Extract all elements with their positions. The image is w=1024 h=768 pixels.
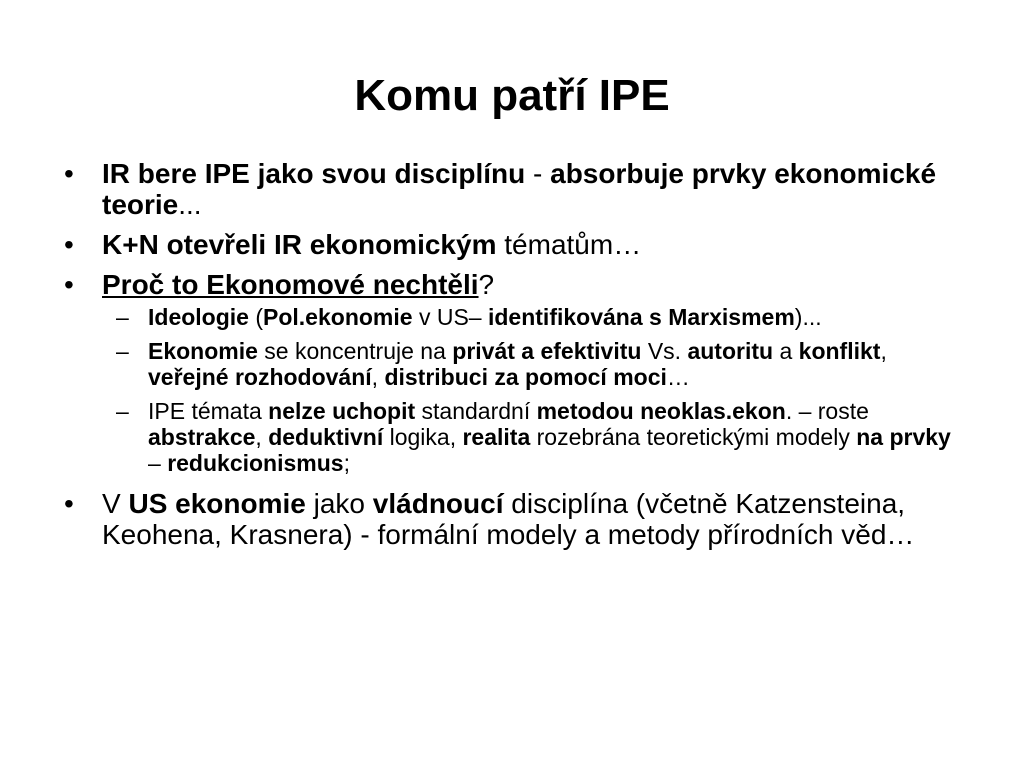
text: jako bbox=[305, 488, 373, 519]
text-bold-underlined: Proč to Ekonomové nechtěli bbox=[102, 269, 479, 300]
text-bold: Ideologie bbox=[148, 304, 249, 330]
bullet-marker: • bbox=[64, 229, 74, 260]
bullet-item-ir-discipline bbox=[64, 158, 964, 220]
bullet-marker: • bbox=[64, 158, 74, 189]
sub-item-economics bbox=[110, 338, 964, 390]
text: standardní bbox=[415, 398, 537, 424]
text-bold: metodou neoklas.ekon bbox=[536, 398, 786, 424]
text-bold: konflikt bbox=[798, 338, 881, 364]
sub-item-ipe-topics bbox=[110, 398, 964, 476]
text: , bbox=[880, 338, 887, 364]
slide-title: Komu patří IPE bbox=[354, 71, 670, 120]
bullet-marker: • bbox=[64, 488, 74, 519]
dash-marker: – bbox=[116, 398, 129, 424]
text: tématům… bbox=[496, 229, 642, 260]
text: )... bbox=[794, 304, 822, 330]
text-bold: realita bbox=[462, 424, 531, 450]
text: V bbox=[102, 488, 129, 519]
text: disciplína (včetně Katzensteina, Keohena, Krasnera) - formální modely a metody přírodních věd… bbox=[102, 488, 915, 550]
text-bold: deduktivní bbox=[268, 424, 384, 450]
text-bold: K+N otevřeli IR ekonomickým bbox=[102, 229, 497, 260]
text-bold: Ekonomie bbox=[148, 338, 258, 364]
bullet-item-us-economics bbox=[64, 488, 964, 550]
text-bold: absorbuje prvky ekonomické teorie bbox=[102, 158, 937, 220]
text-bold: identifikována s Marxismem bbox=[487, 304, 795, 330]
bullet-item-economists bbox=[64, 269, 964, 300]
sub-list bbox=[64, 304, 964, 476]
text: rozebrána teoretickými modely bbox=[530, 424, 857, 450]
text-bold: US ekonomie bbox=[128, 488, 306, 519]
dash-marker: – bbox=[116, 338, 129, 364]
slide-content bbox=[64, 158, 964, 559]
text: ? bbox=[478, 269, 495, 300]
sub-item-ideology bbox=[110, 304, 964, 330]
text: logika, bbox=[383, 424, 463, 450]
text-bold: autoritu bbox=[687, 338, 774, 364]
text: ( bbox=[248, 304, 264, 330]
text: Vs. bbox=[641, 338, 688, 364]
text: - bbox=[525, 158, 551, 189]
bullet-marker: • bbox=[64, 269, 74, 300]
text: , bbox=[255, 424, 269, 450]
text: se koncentruje na bbox=[257, 338, 453, 364]
dash-marker: – bbox=[116, 304, 129, 330]
text: … bbox=[666, 364, 690, 390]
text-bold: veřejné rozhodování bbox=[148, 364, 372, 390]
text-bold: nelze uchopit bbox=[268, 398, 416, 424]
text: , bbox=[371, 364, 385, 390]
text: IPE témata bbox=[148, 398, 269, 424]
text: a bbox=[773, 338, 799, 364]
text: ... bbox=[178, 189, 202, 220]
text-bold: vládnoucí bbox=[372, 488, 504, 519]
text: v US– bbox=[412, 304, 488, 330]
text-bold: privát a efektivitu bbox=[452, 338, 642, 364]
bullet-item-kn bbox=[64, 229, 964, 260]
text: . – roste bbox=[785, 398, 869, 424]
text-bold: IR bere IPE jako svou disciplínu bbox=[102, 158, 526, 189]
text-bold: redukcionismus bbox=[167, 450, 344, 476]
text: – bbox=[148, 450, 168, 476]
text-bold: Pol.ekonomie bbox=[263, 304, 413, 330]
text: ; bbox=[343, 450, 350, 476]
text-bold: na prvky bbox=[856, 424, 951, 450]
text-bold: abstrakce bbox=[148, 424, 256, 450]
text-bold: distribuci za pomocí moci bbox=[384, 364, 667, 390]
